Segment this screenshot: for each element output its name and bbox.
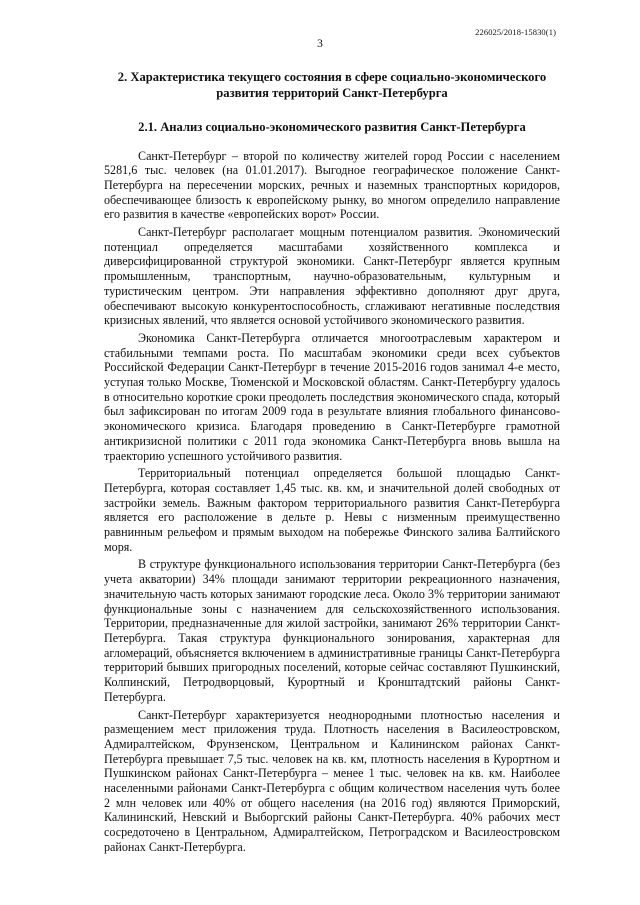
section-title: 2. Характеристика текущего состояния в сфере социально-экономического развития территорий Санкт-Петербурга [117,70,547,100]
paragraph: Экономика Санкт-Петербурга отличается многоотраслевым характером и стабильными темпами роста. По масштабам экономики среди всех субъектов Российской Федерации Санкт-Петербург в течение 2015-2016 годов занимал 4-е место, уступая только Москве, Тюменской и Московской областям. Санкт-Петербургу удалось в относительно короткие сроки преодолеть последствия экономического спада, который был зафиксирован по итогам 2009 года в результате влияния глобального финансово-экономического кризиса. Благодаря проведению в Санкт-Петербурге грамотной антикризисной политики с 2011 года экономика Санкт-Петербурга вновь вышла на траекторию успешного устойчивого развития. [104,330,560,463]
paragraph: Санкт-Петербург – второй по количеству жителей город России с населением 5281,6 тыс. человек (на 01.01.2017). Выгодное географическое положение Санкт-Петербурга на пересечении морских, речных и наземных транспортных коридоров, обеспечивающее близость к европейскому рынку, во многом определило направление его развития в качестве «европейских ворот» России. [104,148,560,222]
document-id: 226025/2018-15830(1) [475,27,556,37]
page-number: 3 [317,38,323,50]
page-content [104,70,560,858]
subsection-title: 2.1. Анализ социально-экономического развития Санкт-Петербурга [138,120,526,134]
paragraph: Санкт-Петербург располагает мощным потенциалом развития. Экономический потенциал определяется масштабами хозяйственного комплекса и диверсифицированной структурой экономики. Санкт-Петербург является крупным промышленным, транспортным, научно-образовательным, культурным и туристическим центром. Эти направления эффективно дополняют друг друга, обеспечивают высокую конкурентоспособность, сглаживают негативные последствия кризисных явлений, что является основой устойчивого экономического развития. [104,225,560,328]
paragraph: Санкт-Петербург характеризуется неоднородными плотностью населения и размещением мест приложения труда. Плотность населения в Василеостровском, Адмиралтейском, Фрунзенском, Центральном и Калининском районах Санкт-Петербурга превышает 7,5 тыс. человек на кв. км, плотность населения в Курортном и Пушкинском районах Санкт-Петербурга – менее 1 тыс. человек на кв. км. Наиболее населенными районами Санкт-Петербурга с общим количеством населения чуть более 2 млн человек или 40% от общего населения (на 2016 год) являются Приморский, Калининский, Невский и Выборгский районы Санкт-Петербурга. 40% рабочих мест сосредоточено в Центральном, Адмиралтейском, Петроградском и Василеостровском районах Санкт-Петербурга. [104,707,560,854]
paragraph: В структуре функционального использования территории Санкт-Петербурга (без учета акватории) 34% площади занимают территории рекреационного назначения, значительную часть которых занимают городские леса. Около 3% территории занимают функциональные зоны с назначением для сельскохозяйственного использования. Территории, предназначенные для жилой застройки, занимают 26% территории Санкт-Петербурга. Такая структура функционального зонирования, характерная для агломераций, объясняется включением в административные границы Санкт-Петербурга территорий бывших пригородных поселений, которые сейчас составляют Пушкинский, Колпинский, Петродворцовый, Курортный и Кронштадтский районы Санкт-Петербурга. [104,557,560,704]
paragraph: Территориальный потенциал определяется большой площадью Санкт-Петербурга, которая составляет 1,45 тыс. кв. км, и значительной долей свободных от застройки земель. Важным фактором территориального развития Санкт-Петербурга является его расположение в дельте р. Невы с низменным преимущественно равнинным рельефом и прямым выходом на побережье Финского залива Балтийского моря. [104,466,560,554]
